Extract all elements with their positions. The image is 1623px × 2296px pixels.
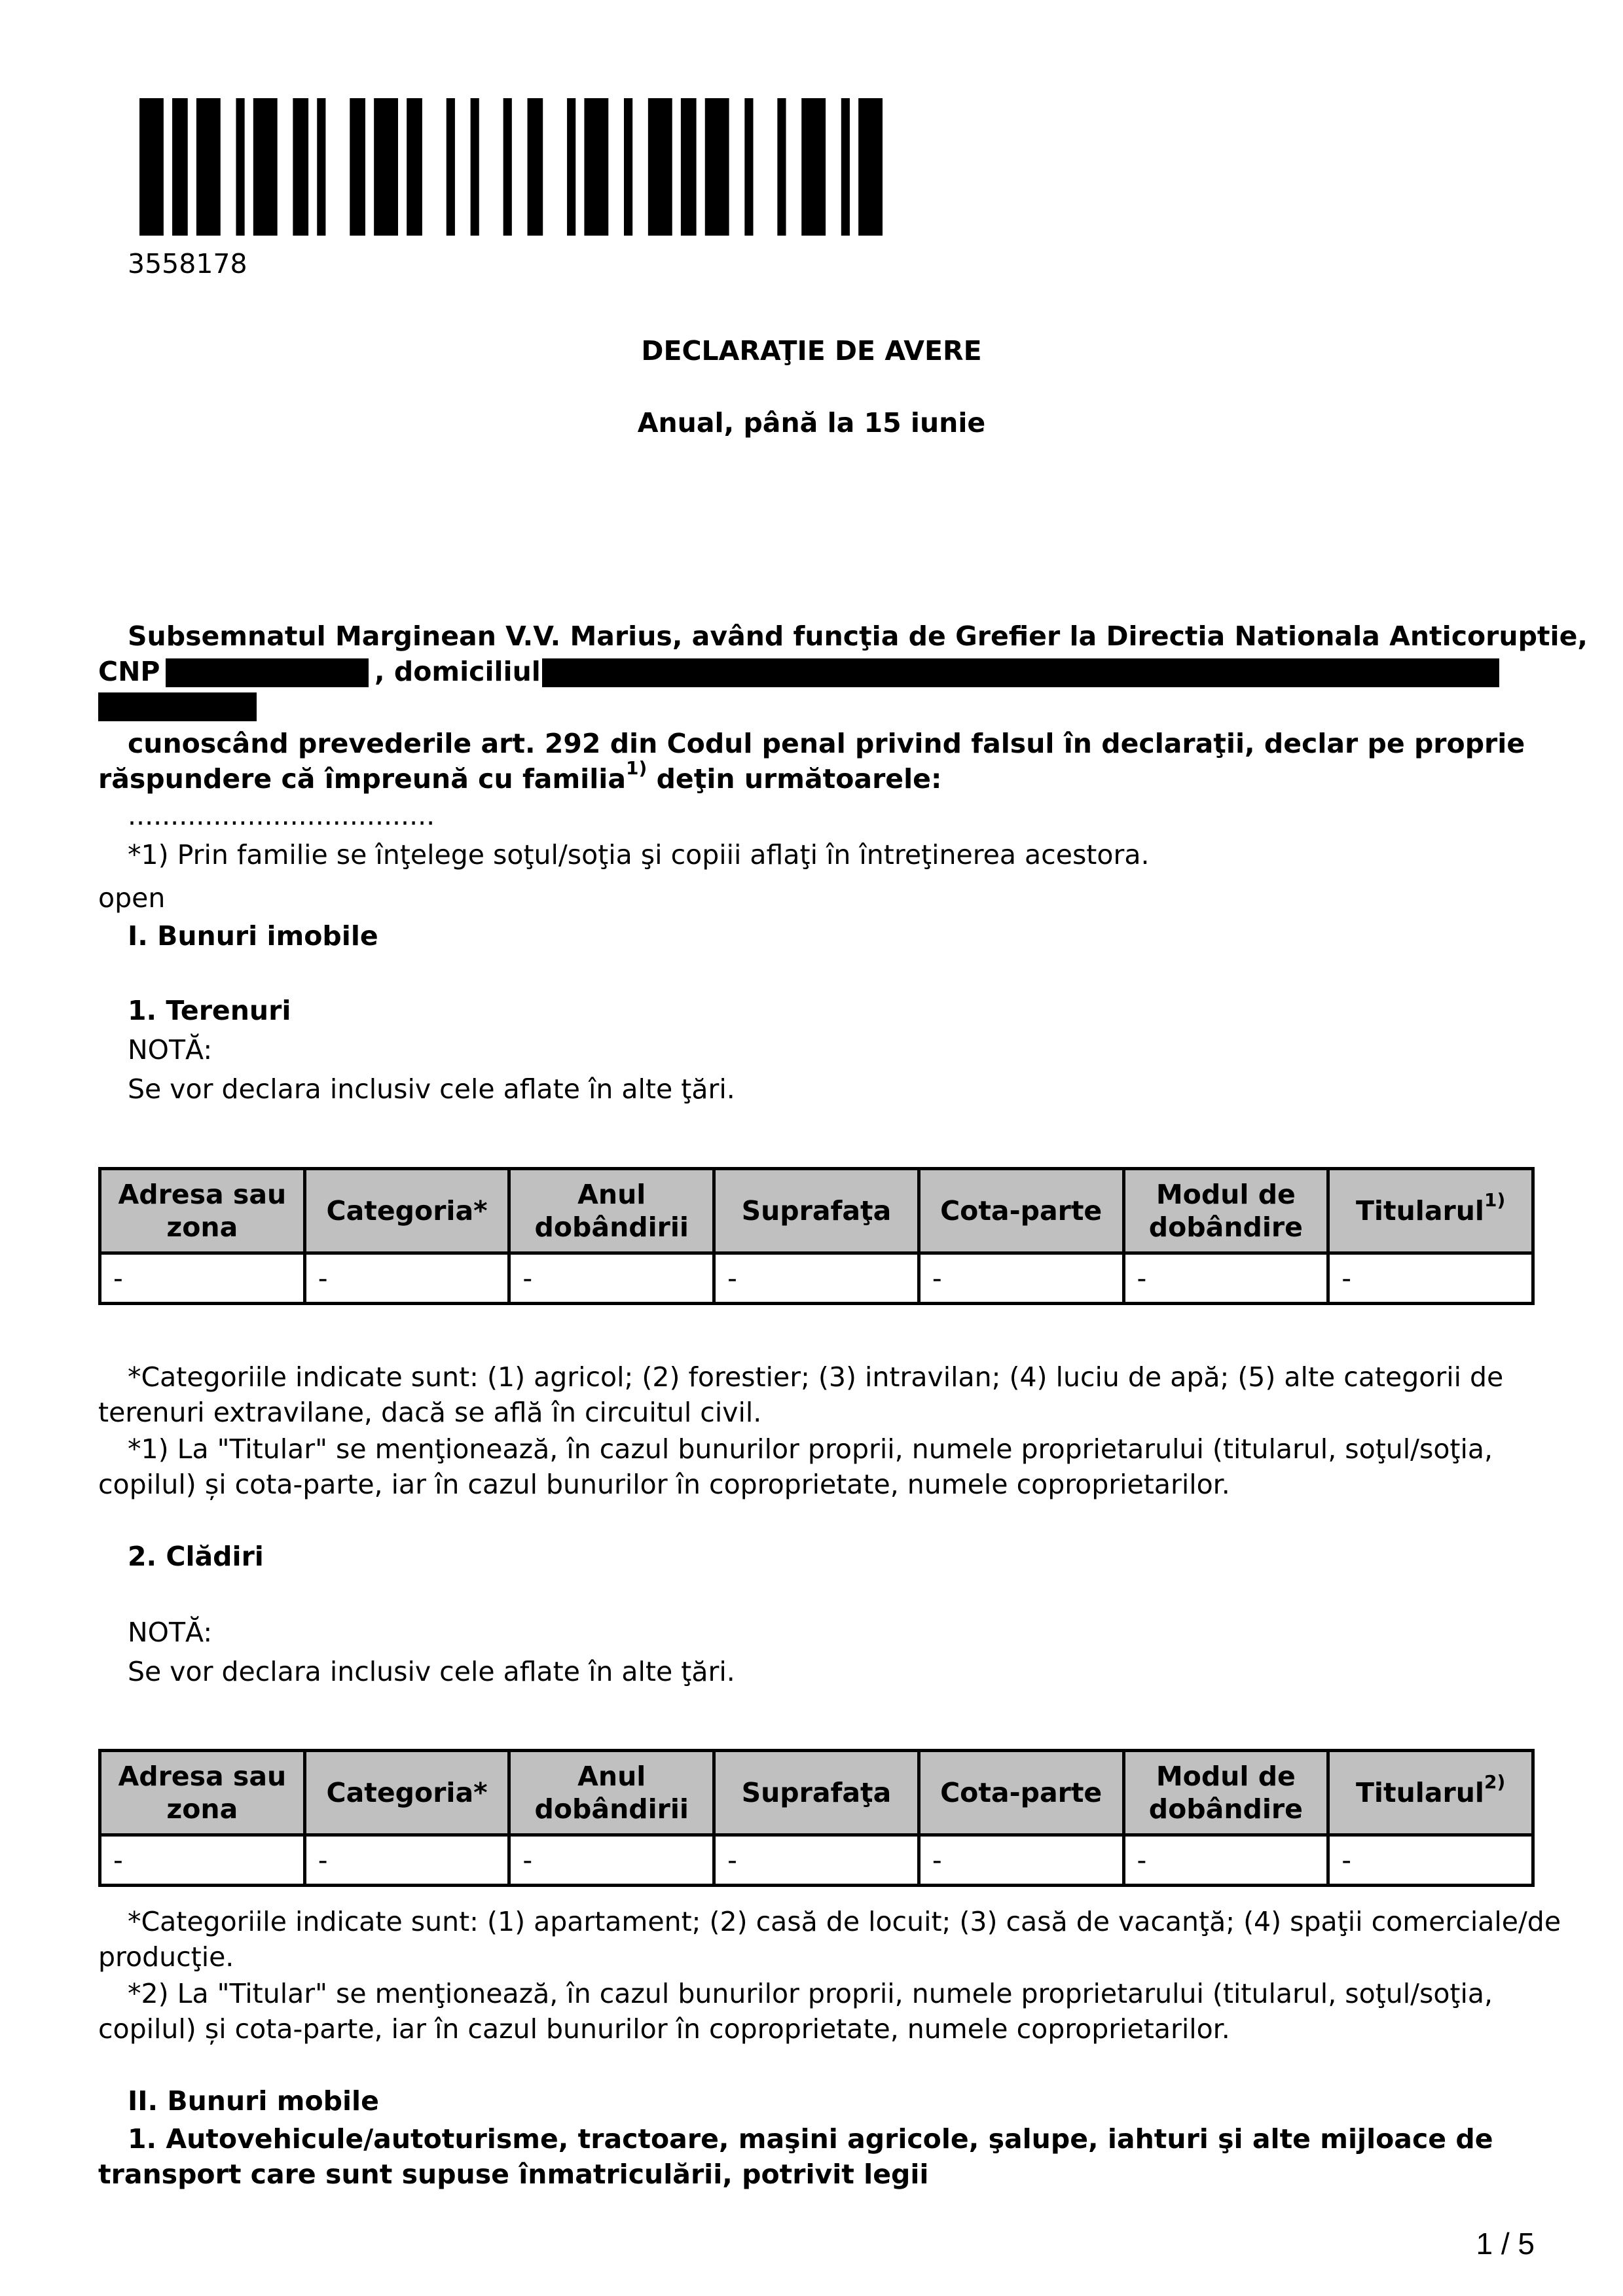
barcode-bar [624, 98, 632, 236]
header-cota: Cota-parte [919, 1169, 1123, 1253]
header-suprafata: Suprafaţa [714, 1169, 919, 1253]
table-cell: - [304, 1835, 509, 1886]
redacted-cnp [166, 658, 369, 687]
table-header-row [100, 1169, 1533, 1253]
barcode-bar [777, 98, 786, 236]
terenuri-note-2-line-2: copilul) și cota-parte, iar în cazul bunurilor în coproprietate, numele coproprietarilor. [98, 1469, 1230, 1500]
table-header-row [100, 1751, 1533, 1835]
cladiri-note-1-line-1: *Categoriile indicate sunt: (1) apartament; (2) casă de locuit; (3) casă de vacanţă; (4) spaţii comerciale/de [128, 1906, 1561, 1937]
section-2-heading: II. Bunuri mobile [128, 2085, 379, 2117]
table-cell: - [1328, 1253, 1533, 1304]
cladiri-table [98, 1749, 1535, 1887]
domicile-label: , domiciliul [374, 656, 541, 687]
barcode-bar [648, 98, 672, 236]
family-note: *1) Prin familie se înţelege soţul/soţia şi copiii aflaţi în întreţinerea acestora. [128, 839, 1150, 870]
cladiri-note-2-line-1: *2) La "Titular" se menţionează, în cazul bunurilor proprii, numele proprietarului (titularul, soţul/soţia, [128, 1978, 1493, 2009]
table-cell: - [1123, 1835, 1328, 1886]
header-adresa: Adresa sau zona [100, 1169, 305, 1253]
intro-line-1: Subsemnatul Marginean V.V. Marius, având funcţia de Grefier la Directia Nationala Anticoruptie, [128, 620, 1588, 652]
barcode-bar [253, 98, 278, 236]
header-modul: Modul de dobândire [1123, 1751, 1328, 1835]
barcode-bar [471, 98, 479, 236]
header-anul: Anul dobândirii [509, 1169, 714, 1253]
barcode-number: 3558178 [128, 248, 247, 279]
barcode [139, 98, 883, 236]
section-2-sub-line-2: transport care sunt supuse înmatriculării, potrivit legii [98, 2159, 929, 2190]
barcode-bar [801, 98, 826, 236]
barcode-bar [567, 98, 575, 236]
barcode-bar [350, 98, 365, 236]
header-titularul: Titularul$^{1)}$ [1328, 1169, 1533, 1253]
barcode-bar [407, 98, 422, 236]
cladiri-nota-text: Se vor declara inclusiv cele aflate în alte ţări. [128, 1656, 735, 1687]
barcode-bar [503, 98, 512, 236]
document-title: DECLARAŢIE DE AVERE [641, 335, 982, 367]
header-modul: Modul de dobândire [1123, 1169, 1328, 1253]
table-cell: - [919, 1835, 1123, 1886]
barcode-bar [841, 98, 850, 236]
header-categoria: Categoria* [304, 1751, 509, 1835]
terenuri-nota-text: Se vor declara inclusiv cele aflate în alte ţări. [128, 1073, 735, 1105]
page-number: 1 / 5 [1476, 2227, 1535, 2261]
barcode-bar [293, 98, 308, 236]
section-2-sub-line-1: 1. Autovehicule/autoturisme, tractoare, maşini agricole, şalupe, iahturi şi alte mijloace de [128, 2123, 1493, 2155]
terenuri-note-2-line-1: *1) La "Titular" se menţionează, în cazul bunurilor proprii, numele proprietarului (titularul, soţul/soţia, [128, 1433, 1493, 1465]
cladiri-heading: 2. Clădiri [128, 1541, 264, 1572]
barcode-bar [374, 98, 398, 236]
section-1-heading: I. Bunuri imobile [128, 920, 378, 952]
barcode-bar [196, 98, 221, 236]
redacted-address-continued [98, 692, 257, 721]
table-cell: - [919, 1253, 1123, 1304]
terenuri-heading: 1. Terenuri [128, 995, 291, 1026]
table-cell: - [100, 1835, 305, 1886]
table-cell: - [509, 1253, 714, 1304]
barcode-bar [705, 98, 729, 236]
table-cell: - [100, 1253, 305, 1304]
terenuri-note-1-line-2: terenuri extravilane, dacă se află în circuitul civil. [98, 1397, 762, 1428]
intro-line-3: cunoscând prevederile art. 292 din Codul penal privind falsul în declaraţii, declar pe proprie [128, 728, 1525, 759]
table-cell: - [714, 1835, 919, 1886]
terenuri-table [98, 1167, 1535, 1305]
header-anul: Anul dobândirii [509, 1751, 714, 1835]
barcode-bar [172, 98, 188, 236]
intro-line-4: răspundere că împreună cu familia$^{1)}$ deţin următoarele: [98, 757, 942, 795]
cladiri-note-2-line-2: copilul) și cota-parte, iar în cazul bunurilor în coproprietate, numele coproprietarilor. [98, 2013, 1230, 2045]
table-row [100, 1253, 1533, 1304]
cnp-label: CNP [98, 656, 160, 687]
table-cell: - [714, 1253, 919, 1304]
table-cell: - [509, 1835, 714, 1886]
table-cell: - [304, 1253, 509, 1304]
barcode-bar [317, 98, 325, 236]
barcode-bar [858, 98, 883, 236]
cladiri-nota-label: NOTĂ: [128, 1617, 213, 1648]
dots-line: .................................... [128, 800, 435, 831]
document-subtitle: Anual, până la 15 iunie [637, 407, 986, 439]
header-titularul: Titularul$^{2)}$ [1328, 1751, 1533, 1835]
terenuri-nota-label: NOTĂ: [128, 1034, 213, 1066]
barcode-bar [584, 98, 608, 236]
header-adresa: Adresa sau zona [100, 1751, 305, 1835]
barcode-bar [528, 98, 543, 236]
barcode-bar [139, 98, 164, 236]
header-categoria: Categoria* [304, 1169, 509, 1253]
barcode-bar [744, 98, 753, 236]
table-row [100, 1835, 1533, 1886]
table-cell: - [1123, 1253, 1328, 1304]
barcode-bar [681, 98, 697, 236]
header-suprafata: Suprafaţa [714, 1751, 919, 1835]
barcode-bar [236, 98, 244, 236]
terenuri-note-1-line-1: *Categoriile indicate sunt: (1) agricol; (2) forestier; (3) intravilan; (4) luciu de apă; (5) alte categorii de [128, 1361, 1504, 1393]
open-label: open [98, 882, 166, 914]
redacted-address [542, 658, 1499, 687]
table-cell: - [1328, 1835, 1533, 1886]
header-cota: Cota-parte [919, 1751, 1123, 1835]
barcode-bar [447, 98, 455, 236]
cladiri-note-1-line-2: producţie. [98, 1941, 234, 1973]
